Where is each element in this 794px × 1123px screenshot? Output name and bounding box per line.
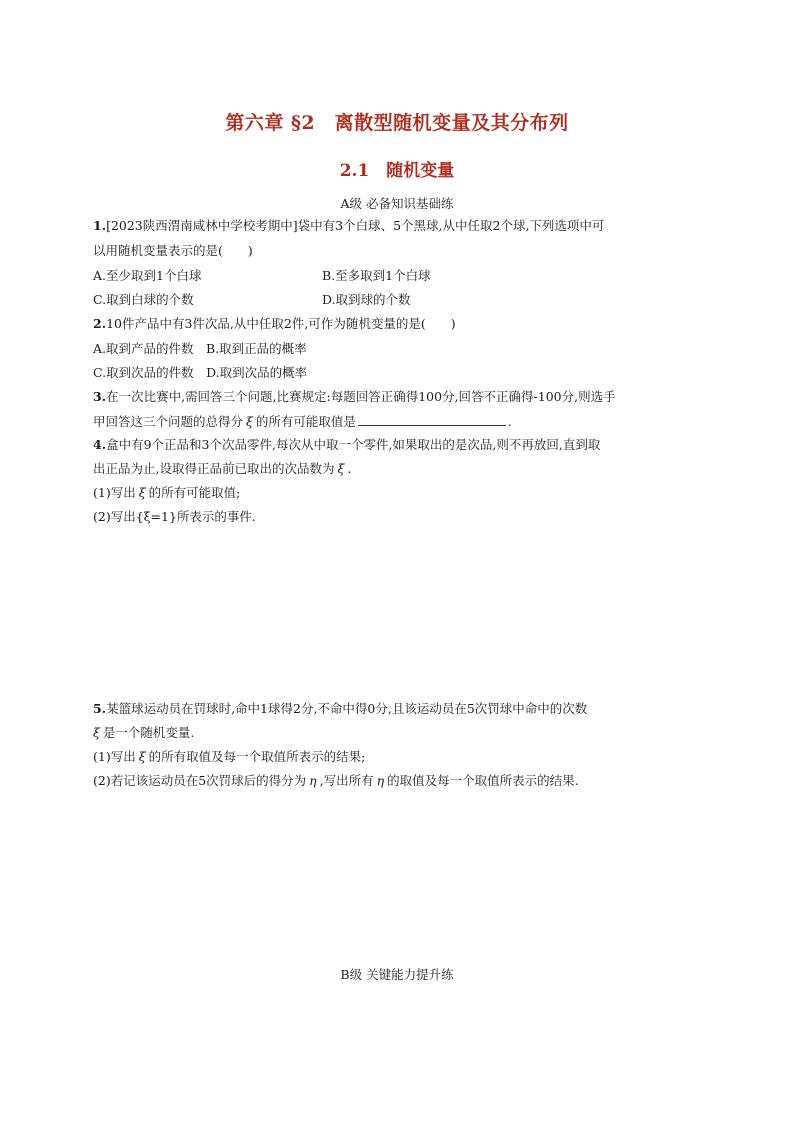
q1-number: 1. [93,218,107,233]
xi-symbol: ξ [93,725,100,740]
q2-number: 2. [93,316,107,331]
section-title: 2.1 随机变量 [339,161,455,181]
q5-sub2 [93,772,713,790]
q3-line1 [93,388,713,406]
q4-sub2: (2)写出{ξ=1}所表示的事件. [93,509,256,524]
q5-sub1 [93,748,713,766]
chapter-title: 第六章 §2 离散型随机变量及其分布列 [225,112,569,134]
q1-line1 [93,217,713,235]
xi-symbol: ξ [337,461,345,476]
q5-text-1: 某篮球运动员在罚球时,命中1球得2分,不命中得0分,且该运动员在5次罚球中命中的次数 [106,701,588,716]
q1-option-d: D.取到球的个数 [322,292,411,307]
q5-sub2-a: (2)若记该运动员在5次罚球后的得分为 [93,773,307,788]
answer-blank[interactable] [358,412,506,426]
q2-line1 [93,315,713,333]
q1-line2: 以用随机变量表示的是( ) [93,243,253,258]
q5-sub2-c: 的取值及每一个取值所表示的结果. [387,773,579,788]
q3-text-2a: 甲回答这三个问题的总得分 [93,414,244,429]
q2-options-row1: A.取到产品的件数 B.取到正品的概率 [93,341,307,356]
q2-options-row2: C.取到次品的件数 D.取到次品的概率 [93,365,308,380]
q4-text-1: 盒中有9个正品和3个次品零件,每次从中取一个零件,如果取出的是次品,则不再放回,直到取 [106,437,601,452]
q1-option-b: B.至多取到1个白球 [322,268,431,283]
xi-symbol: ξ [138,749,146,764]
q4-number: 4. [93,437,107,452]
q4-sub1-b: 的所有可能取值; [148,485,241,500]
q4-sub1-a: (1)写出 [93,485,136,500]
level-b-heading: B级 关键能力提升练 [340,967,454,982]
q4-sub1 [93,484,713,502]
xi-symbol: ξ [246,414,253,429]
q4-line1 [93,436,713,454]
q5-line1 [93,700,713,718]
q4-text-2b: . [347,461,352,476]
eta-symbol: η [309,773,317,788]
q3-text-2b: 的所有可能取值是 [255,414,356,429]
q4-line2 [93,460,713,478]
q1-text-1: [2023陕西渭南咸林中学校考期中]袋中有3个白球、5个黑球,从中任取2个球,下列选项中可 [106,218,605,233]
level-a-heading: A级 必备知识基础练 [340,196,454,211]
q3-text-2c: . [507,414,512,429]
q5-text-2: 是一个随机变量. [102,725,195,740]
q3-line2 [93,412,713,431]
q5-sub2-b: ,写出所有 [319,773,374,788]
q2-text-1: 10件产品中有3件次品,从中任取2件,可作为随机变量的是( ) [106,316,456,331]
xi-symbol: ξ [138,485,146,500]
q3-number: 3. [93,389,107,404]
q4-text-2a: 出正品为止,设取得正品前已取出的次品数为 [93,461,335,476]
q5-sub1-b: 的所有取值及每一个取值所表示的结果; [148,749,366,764]
q1-option-a: A.至少取到1个白球 [93,268,202,283]
eta-symbol: η [376,773,385,788]
q3-text-1: 在一次比赛中,需回答三个问题,比赛规定:每题回答正确得100分,回答不正确得-100分,则选手 [106,389,616,404]
q5-number: 5. [93,701,107,716]
q5-sub1-a: (1)写出 [93,749,136,764]
q1-option-c: C.取到白球的个数 [93,292,194,307]
q5-line2 [93,724,713,742]
